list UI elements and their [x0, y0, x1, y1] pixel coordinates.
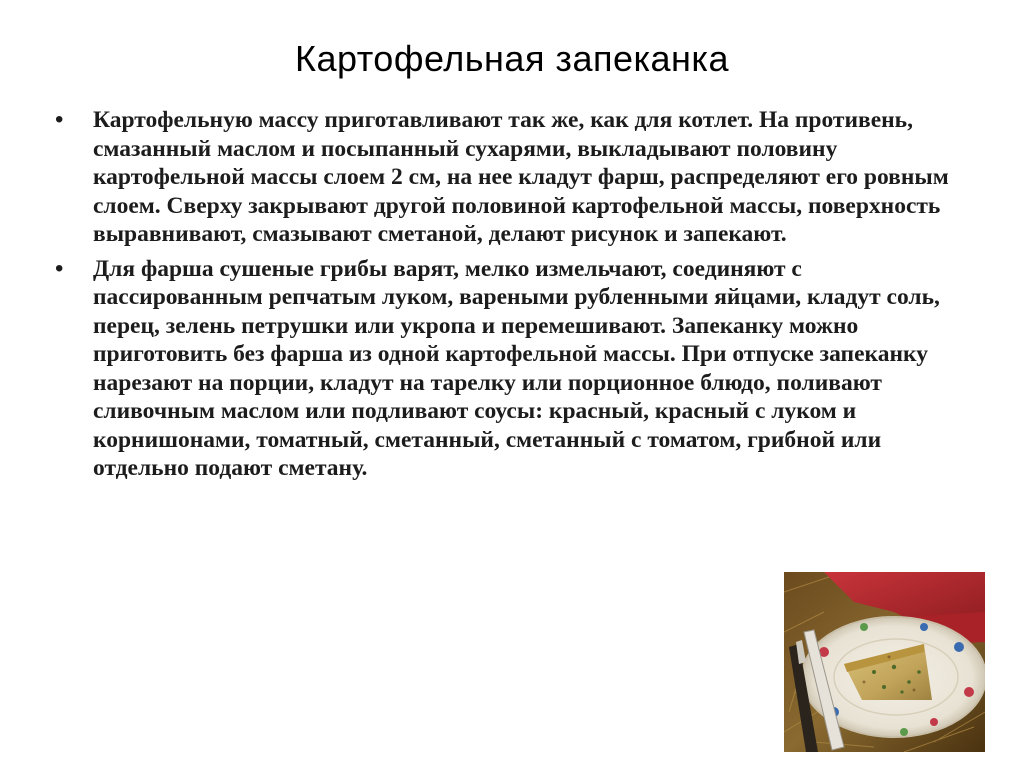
bullet-item-filling — [55, 255, 955, 483]
casserole-photo-drawing — [784, 572, 985, 752]
bullet-dot: • — [55, 106, 64, 133]
bullet-item-preparation — [55, 106, 955, 249]
casserole-photo — [784, 572, 985, 752]
bullet-dot: • — [55, 254, 64, 282]
slide-title: Картофельная запеканка — [295, 38, 729, 79]
bullet-list — [55, 106, 955, 489]
bullet-text-preparation: Картофельную массу приготавливают так же, как для котлет. На противень, смазанный маслом и посыпанный сухарями, выкладывают половину картофельной массы слоем 2 см, на нее кладут фарш, распределяют его ровным слоем. Сверху закрывают другой половиной картофельной массы, поверхность выравнивают, смазывают сметаной, делают рисунок и запекают. — [93, 107, 949, 247]
bullet-text-filling: Для фарша сушеные грибы варят, мелко измельчают, соединяют с пассированным репчатым луком, вареными рубленными яйцами, кладут соль, перец, зелень петрушки или укропа и перемешивают. Запеканку можно приготовить без фарша из одной картофельной массы. При отпуске запеканку нарезают на порции, кладут на тарелку или порционное блюдо, поливают сливочным маслом или подливают соусы: красный, красный с луком и корнишонами, томатный, сметанный, сметанный с томатом, грибной или отдельно подают сметану. — [93, 255, 940, 481]
